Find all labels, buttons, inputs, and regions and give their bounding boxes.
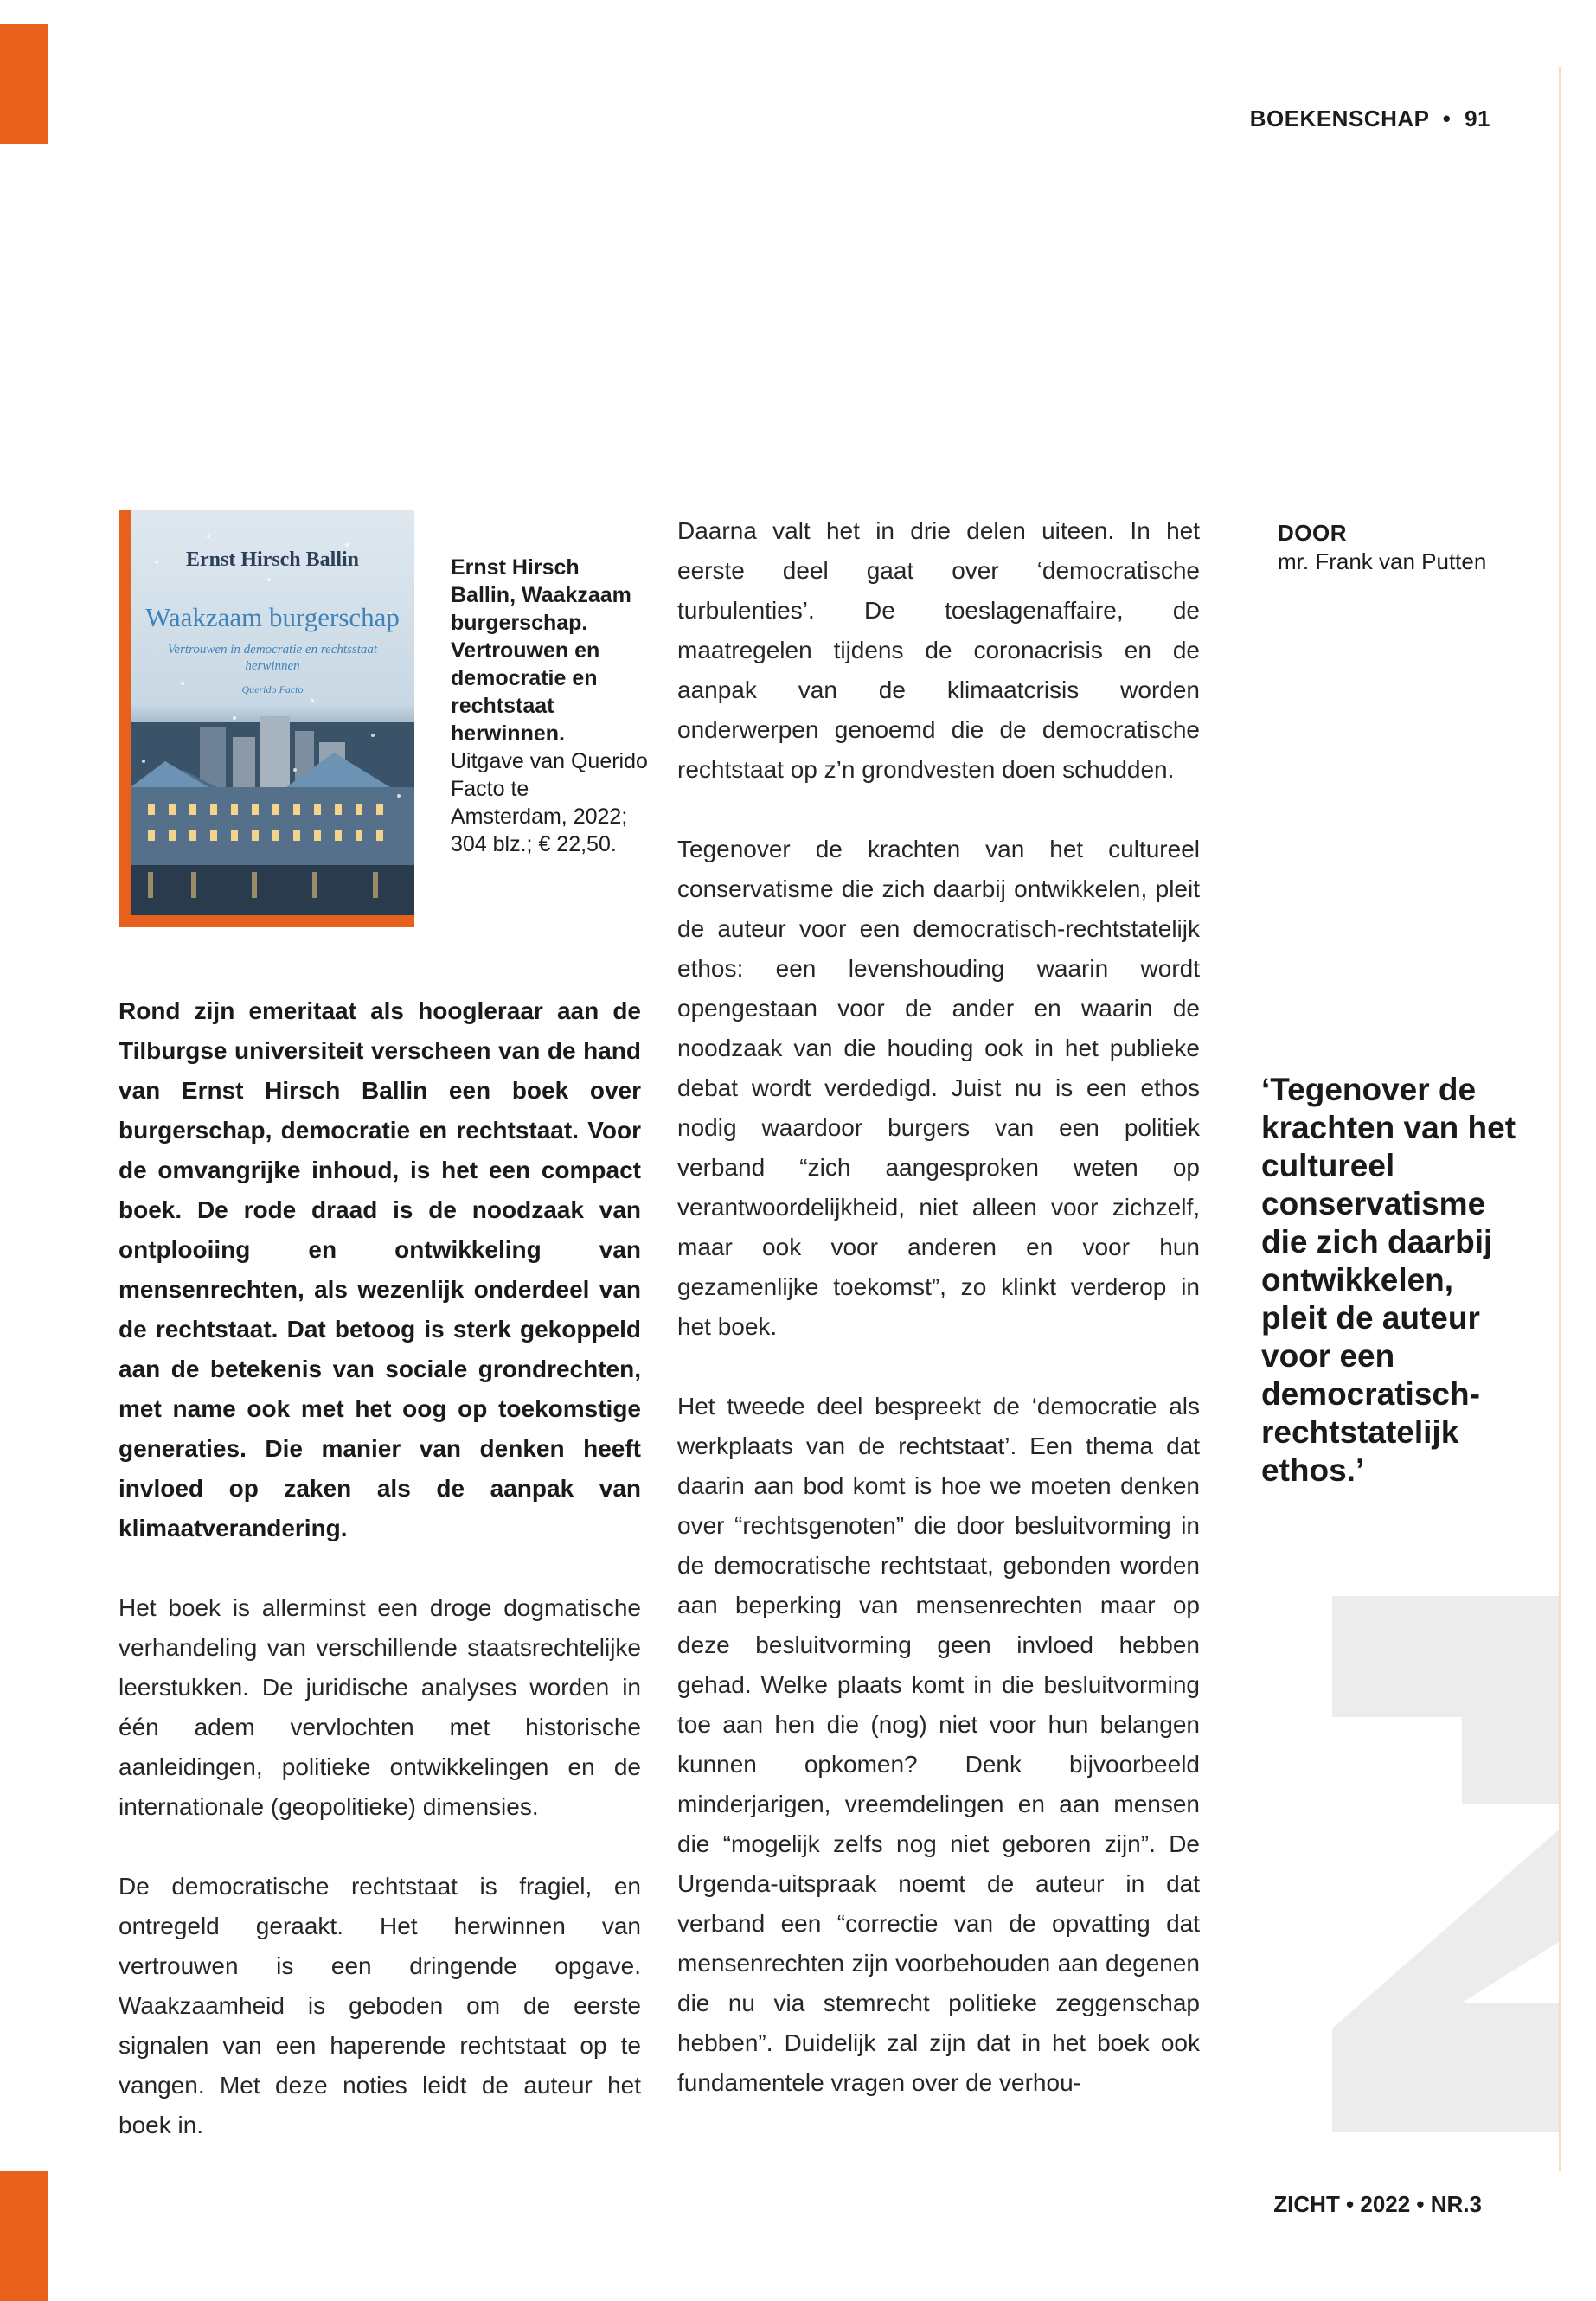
byline-label: DOOR xyxy=(1278,520,1347,546)
text-column-left xyxy=(119,991,641,2145)
cover-title: Waakzaam burgerschap xyxy=(145,602,400,632)
section-name: BOEKENSCHAP xyxy=(1249,106,1429,131)
running-footer: ZICHT • 2022 • NR.3 xyxy=(1273,2191,1482,2217)
vertical-rule xyxy=(1559,67,1561,2171)
header-separator: • xyxy=(1442,106,1452,131)
cover-author: Ernst Hirsch Ballin xyxy=(185,548,360,571)
pull-quote: ‘Tegenover de krachten van het cultureel conservatisme die zich daarbij ontwikkelen, pleit de auteur voor een democratisch-rechtstatelijk ethos.’ xyxy=(1261,1072,1516,1488)
text-column-middle xyxy=(677,511,1200,2103)
book-caption xyxy=(451,554,650,858)
byline xyxy=(1278,519,1503,576)
book-cover-image xyxy=(131,510,414,915)
orange-edge-tab-top xyxy=(0,24,48,144)
orange-edge-tab-bottom xyxy=(0,2171,48,2301)
cover-subtitle: Vertrouwen in democratie en rechtsstaat herwinnen xyxy=(167,643,378,673)
running-header xyxy=(1250,106,1490,132)
zicht-z-watermark xyxy=(1332,1596,1559,2132)
body-paragraph: De democratische rechtstaat is fragiel, en ontregeld geraakt. Het herwinnen van vertrouwen is een dringende opgave. Waakzaamheid is geboden om de eerste signalen van een haperende rechtstaat op te vangen. Met deze noties leidt de auteur het boek in. xyxy=(119,1873,641,2138)
body-paragraph: Het boek is allerminst een droge dogmatische verhandeling van verschillende staatsrechtelijke leerstukken. De juridische analyses worden in één adem vervlochten met historische aanleidingen, politieke ontwikkelingen en de internationale (geopolitieke) dimensies. xyxy=(119,1594,641,1820)
book-cover xyxy=(119,510,414,927)
page-number: 91 xyxy=(1465,106,1490,131)
byline-author: mr. Frank van Putten xyxy=(1278,548,1487,574)
body-paragraph: Daarna valt het in drie delen uiteen. In het eerste deel gaat over ‘democratische turbulenties’. De toeslagenaffaire, de maatregelen tijdens de coronacrisis en de aanpak van de klimaatcrisis worden onderwerpen genoemd die de democratische rechtstaat op z’n grondvesten doen schudden. xyxy=(677,517,1200,783)
lead-paragraph: Rond zijn emeritaat als hoogleraar aan de Tilburgse universiteit verscheen van de hand van Ernst Hirsch Ballin een boek over burgerschap, democratie en rechtstaat. Voor de omvangrijke inhoud, is het een compact boek. De rode draad is de noodzaak van ontplooiing en ontwikkeling van mensenrechten, als wezenlijk onderdeel van de rechtstaat. Dat betoog is sterk gekoppeld aan de betekenis van sociale grondrechten, met name ook met het oog op toekomstige generaties. Die manier van denken heeft invloed op zaken als de aanpak van klimaatverandering. xyxy=(119,997,641,1541)
caption-details: Uitgave van Querido Facto te Amsterdam, 2022; 304 blz.; € 22,50. xyxy=(451,749,648,856)
body-paragraph: Tegenover de krachten van het cultureel conservatisme die zich daarbij ontwikkelen, pleit de auteur voor een democratisch-rechtstatelijk ethos: een levenshouding waarin wordt opengestaan voor de ander en waarin de noodzaak van die houding ook in het publieke debat wordt verdedigd. Juist nu is een ethos nodig waardoor burgers van een politiek verband “zich aangesproken weten op verantwoordelijkheid, niet alleen voor zichzelf, maar ook voor anderen en voor hun gezamenlijke toekomst”, zo klinkt verderop in het boek. xyxy=(677,836,1200,1340)
caption-title: Ernst Hirsch Ballin, Waakzaam burgerschap. Vertrouwen en democratie en rechtstaat herwinnen. xyxy=(451,555,631,746)
body-paragraph: Het tweede deel bespreekt de ‘democratie als werkplaats van de rechtstaat’. Een thema dat daarin aan bod komt is hoe we moeten denken over “rechtsgenoten” die door besluitvorming in de democratische rechtstaat, gebonden worden aan beperking van mensenrechten maar op deze besluitvorming geen invloed hebben gehad. Welke plaats komt in die besluitvorming toe aan hen die (nog) niet voor hun belangen kunnen opkomen? Denk bijvoorbeeld minderjarigen, vreemdelingen en aan mensen die “mogelijk zelfs nog niet geboren zijn”. De Urgenda-uitspraak noemt de auteur in dat verband een “correctie van de opvatting dat mensenrechten zijn voorbehouden aan degenen die nu via stemrecht politieke zeggenschap hebben”. Duidelijk zal zijn dat in het boek ook fundamentele vragen over de verhou- xyxy=(677,1393,1200,2096)
cover-publisher: Querido Facto xyxy=(241,683,304,695)
